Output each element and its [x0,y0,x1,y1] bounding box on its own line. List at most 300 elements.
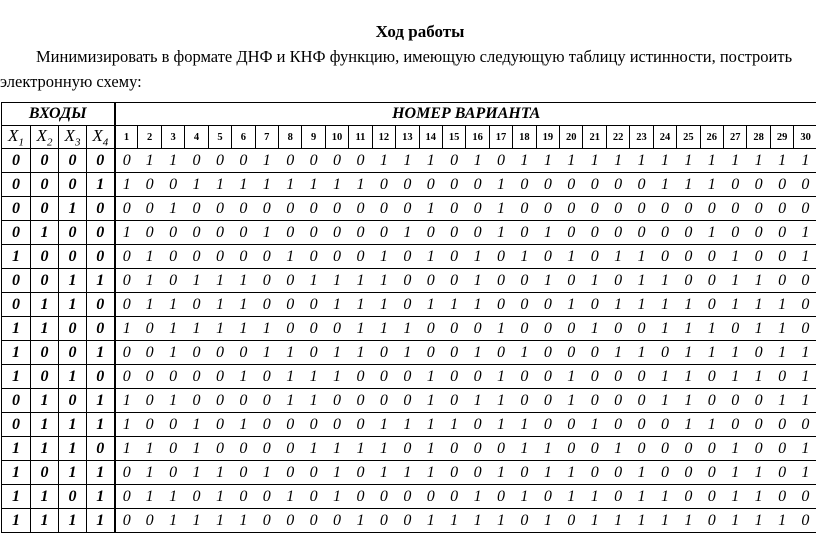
output-value: 1 [724,461,747,485]
output-value: 1 [466,245,489,269]
output-value: 1 [724,293,747,317]
variant-number: 10 [325,126,348,149]
variant-number: 28 [747,126,770,149]
output-value: 0 [489,293,512,317]
input-value: 1 [31,509,59,533]
input-value: 1 [31,437,59,461]
output-value: 0 [419,485,442,509]
output-value: 0 [606,389,629,413]
output-value: 1 [302,173,325,197]
output-value: 1 [653,173,676,197]
output-value: 1 [489,365,512,389]
output-value: 1 [747,269,770,293]
input-value: 1 [59,437,87,461]
output-value: 1 [724,341,747,365]
output-value: 0 [138,341,161,365]
output-value: 0 [630,173,653,197]
output-value: 1 [232,269,255,293]
variant-number: 15 [442,126,465,149]
input-value: 0 [2,149,31,173]
variant-number: 5 [208,126,231,149]
input-label-subscript: 3 [74,136,81,149]
output-value: 0 [232,221,255,245]
output-value: 0 [489,341,512,365]
output-value: 1 [536,149,559,173]
output-value: 0 [279,197,302,221]
output-value: 0 [770,365,793,389]
output-value: 1 [630,341,653,365]
output-value: 0 [630,413,653,437]
output-value: 1 [606,149,629,173]
input-label-subscript: 4 [102,136,109,149]
output-value: 0 [466,413,489,437]
output-value: 0 [513,461,536,485]
input-value: 1 [2,485,31,509]
output-value: 1 [208,173,231,197]
input-value: 1 [31,293,59,317]
input-value: 1 [59,197,87,221]
output-value: 1 [653,293,676,317]
input-value: 1 [87,173,115,197]
output-value: 1 [232,173,255,197]
output-value: 0 [747,341,770,365]
input-value: 0 [31,365,59,389]
output-value: 1 [419,509,442,533]
output-value: 0 [302,245,325,269]
output-value: 0 [513,365,536,389]
output-value: 0 [115,365,138,389]
output-value: 1 [279,173,302,197]
output-value: 1 [489,197,512,221]
output-value: 0 [489,437,512,461]
output-value: 0 [232,341,255,365]
output-value: 1 [442,413,465,437]
output-value: 1 [724,437,747,461]
output-value: 0 [419,173,442,197]
output-value: 1 [677,317,700,341]
output-value: 0 [232,437,255,461]
table-row [2,197,816,221]
input-value: 0 [31,461,59,485]
output-value: 0 [630,389,653,413]
input-label-base: X [36,126,47,145]
output-value: 1 [396,413,419,437]
variant-number: 13 [396,126,419,149]
output-value: 1 [419,365,442,389]
output-value: 1 [770,389,793,413]
output-value: 0 [279,221,302,245]
output-value: 1 [442,509,465,533]
output-value: 1 [138,437,161,461]
output-value: 0 [161,221,184,245]
variant-number: 9 [302,126,325,149]
output-value: 1 [630,461,653,485]
output-value: 0 [747,173,770,197]
output-value: 1 [442,293,465,317]
input-label-x1 [2,126,31,149]
output-value: 0 [606,197,629,221]
output-value: 1 [208,317,231,341]
output-value: 1 [419,389,442,413]
output-value: 1 [372,245,395,269]
input-value: 0 [59,149,87,173]
output-value: 1 [279,485,302,509]
output-value: 1 [138,245,161,269]
output-value: 1 [161,197,184,221]
output-value: 1 [677,173,700,197]
output-value: 1 [349,437,372,461]
output-value: 0 [302,221,325,245]
output-value: 1 [396,221,419,245]
output-value: 0 [185,221,208,245]
output-value: 1 [466,485,489,509]
input-value: 0 [59,485,87,509]
output-value: 1 [255,461,278,485]
output-value: 0 [770,173,793,197]
variant-number: 2 [138,126,161,149]
input-value: 0 [59,341,87,365]
paragraph-line-2: электронную схему: [0,72,142,91]
variant-number: 30 [794,126,816,149]
output-value: 1 [700,221,723,245]
output-value: 1 [232,365,255,389]
table-row [2,437,816,461]
output-value: 0 [770,245,793,269]
variant-number: 16 [466,126,489,149]
output-value: 1 [279,245,302,269]
output-value: 0 [419,341,442,365]
input-value: 0 [31,269,59,293]
input-value: 0 [31,197,59,221]
input-label-base: X [8,126,19,145]
output-value: 1 [630,485,653,509]
output-value: 1 [302,389,325,413]
output-value: 1 [325,293,348,317]
output-value: 0 [583,173,606,197]
output-value: 1 [349,173,372,197]
output-value: 0 [700,245,723,269]
output-value: 1 [279,341,302,365]
output-value: 1 [583,509,606,533]
output-value: 0 [442,389,465,413]
output-value: 0 [208,245,231,269]
variant-number: 19 [536,126,559,149]
input-value: 0 [87,221,115,245]
output-value: 0 [325,413,348,437]
output-value: 0 [302,341,325,365]
table-row [2,173,816,197]
variant-number: 24 [653,126,676,149]
output-value: 1 [349,293,372,317]
output-value: 0 [536,293,559,317]
output-value: 0 [466,197,489,221]
output-value: 1 [138,269,161,293]
output-value: 0 [442,173,465,197]
output-value: 0 [606,221,629,245]
input-value: 0 [87,317,115,341]
output-value: 0 [700,197,723,221]
output-value: 0 [442,461,465,485]
input-value: 1 [59,365,87,389]
input-value: 1 [2,437,31,461]
output-value: 0 [700,293,723,317]
output-value: 0 [466,365,489,389]
output-value: 1 [653,389,676,413]
output-value: 1 [794,149,816,173]
output-value: 1 [747,485,770,509]
output-value: 0 [232,245,255,269]
output-value: 1 [466,509,489,533]
input-value: 0 [2,389,31,413]
table-row [2,269,816,293]
output-value: 0 [513,269,536,293]
output-value: 1 [677,365,700,389]
output-value: 1 [747,509,770,533]
variant-number: 17 [489,126,512,149]
input-value: 1 [31,389,59,413]
output-value: 0 [747,221,770,245]
output-value: 0 [770,269,793,293]
output-value: 0 [349,461,372,485]
output-value: 0 [700,509,723,533]
output-value: 1 [466,389,489,413]
task-paragraph [0,44,816,94]
output-value: 0 [724,389,747,413]
output-value: 1 [794,461,816,485]
output-value: 0 [513,317,536,341]
input-value: 0 [2,413,31,437]
input-value: 1 [2,317,31,341]
output-value: 0 [161,365,184,389]
output-value: 0 [349,389,372,413]
output-value: 0 [396,365,419,389]
variant-number: 21 [583,126,606,149]
output-value: 1 [372,149,395,173]
input-label-x2 [31,126,59,149]
input-value: 1 [59,293,87,317]
output-value: 1 [419,437,442,461]
input-value: 0 [59,317,87,341]
input-value: 0 [2,197,31,221]
output-value: 0 [208,365,231,389]
output-value: 0 [724,173,747,197]
output-value: 0 [700,437,723,461]
output-value: 0 [770,485,793,509]
output-value: 1 [489,389,512,413]
output-value: 1 [466,269,489,293]
output-value: 0 [560,197,583,221]
output-value: 1 [325,173,348,197]
output-value: 1 [208,485,231,509]
output-value: 0 [208,413,231,437]
output-value: 0 [255,197,278,221]
output-value: 0 [653,461,676,485]
output-value: 0 [442,221,465,245]
output-value: 0 [396,437,419,461]
output-value: 0 [185,389,208,413]
output-value: 1 [747,149,770,173]
output-value: 0 [302,461,325,485]
variant-header: НОМЕР ВАРИАНТА [115,103,816,126]
output-value: 0 [700,461,723,485]
output-value: 0 [138,509,161,533]
output-value: 0 [138,197,161,221]
output-value: 0 [372,197,395,221]
output-value: 0 [677,221,700,245]
input-value: 1 [31,485,59,509]
output-value: 0 [302,317,325,341]
variant-number: 12 [372,126,395,149]
input-value: 0 [87,437,115,461]
output-value: 0 [302,509,325,533]
input-value: 1 [59,509,87,533]
output-value: 0 [232,389,255,413]
output-value: 1 [419,197,442,221]
output-value: 1 [653,317,676,341]
input-value: 0 [87,149,115,173]
output-value: 0 [747,437,770,461]
variant-number: 1 [115,126,138,149]
input-value: 1 [31,317,59,341]
output-value: 0 [349,245,372,269]
input-value: 1 [31,221,59,245]
output-value: 0 [161,461,184,485]
output-value: 0 [208,341,231,365]
output-value: 1 [466,149,489,173]
output-value: 0 [560,173,583,197]
output-value: 1 [794,365,816,389]
output-value: 0 [677,197,700,221]
output-value: 1 [325,341,348,365]
output-value: 0 [536,173,559,197]
output-value: 1 [583,317,606,341]
output-value: 0 [536,485,559,509]
output-value: 1 [770,293,793,317]
output-value: 0 [700,365,723,389]
output-value: 1 [396,341,419,365]
output-value: 1 [489,461,512,485]
output-value: 1 [115,317,138,341]
output-value: 0 [372,365,395,389]
output-value: 1 [747,293,770,317]
variant-number: 8 [279,126,302,149]
input-value: 1 [87,389,115,413]
output-value: 1 [606,245,629,269]
output-value: 0 [396,293,419,317]
output-value: 1 [185,269,208,293]
output-value: 0 [606,485,629,509]
output-value: 1 [513,485,536,509]
output-value: 0 [115,149,138,173]
output-value: 1 [489,221,512,245]
input-value: 1 [87,341,115,365]
output-value: 1 [325,461,348,485]
variant-number: 11 [349,126,372,149]
input-value: 1 [59,269,87,293]
output-value: 1 [724,269,747,293]
output-value: 1 [255,317,278,341]
input-value: 1 [59,413,87,437]
input-value: 0 [59,221,87,245]
output-value: 1 [583,269,606,293]
output-value: 0 [606,461,629,485]
output-value: 1 [677,389,700,413]
output-value: 0 [794,269,816,293]
truth-table [1,102,816,533]
output-value: 1 [677,149,700,173]
input-value: 0 [31,341,59,365]
output-value: 0 [630,221,653,245]
output-value: 0 [583,365,606,389]
output-value: 1 [560,149,583,173]
output-value: 0 [232,461,255,485]
output-value: 1 [138,461,161,485]
input-value: 0 [87,293,115,317]
header-row-columns [2,126,816,149]
output-value: 1 [724,365,747,389]
output-value: 0 [442,197,465,221]
output-value: 1 [653,365,676,389]
output-value: 1 [419,149,442,173]
output-value: 1 [115,173,138,197]
output-value: 0 [115,269,138,293]
output-value: 0 [442,341,465,365]
variant-number: 22 [606,126,629,149]
output-value: 0 [770,221,793,245]
table-row [2,485,816,509]
output-value: 0 [208,197,231,221]
output-value: 0 [325,149,348,173]
output-value: 0 [770,437,793,461]
output-value: 0 [466,317,489,341]
output-value: 0 [794,173,816,197]
output-value: 0 [185,365,208,389]
output-value: 1 [630,293,653,317]
input-value: 1 [87,485,115,509]
output-value: 1 [372,437,395,461]
output-value: 0 [325,221,348,245]
output-value: 0 [372,341,395,365]
output-value: 1 [115,221,138,245]
output-value: 0 [185,245,208,269]
input-value: 1 [87,461,115,485]
output-value: 0 [279,269,302,293]
input-value: 0 [2,293,31,317]
output-value: 1 [255,149,278,173]
output-value: 0 [255,389,278,413]
output-value: 0 [583,461,606,485]
output-value: 0 [115,341,138,365]
output-value: 0 [138,365,161,389]
output-value: 1 [794,245,816,269]
output-value: 0 [630,365,653,389]
output-value: 1 [255,341,278,365]
output-value: 1 [653,509,676,533]
output-value: 0 [185,485,208,509]
output-value: 0 [302,149,325,173]
output-value: 0 [536,317,559,341]
output-value: 1 [536,509,559,533]
output-value: 1 [770,341,793,365]
output-value: 1 [115,413,138,437]
output-value: 0 [513,389,536,413]
output-value: 1 [747,317,770,341]
output-value: 0 [794,197,816,221]
output-value: 0 [560,341,583,365]
output-value: 0 [536,413,559,437]
output-value: 1 [770,317,793,341]
output-value: 0 [255,485,278,509]
